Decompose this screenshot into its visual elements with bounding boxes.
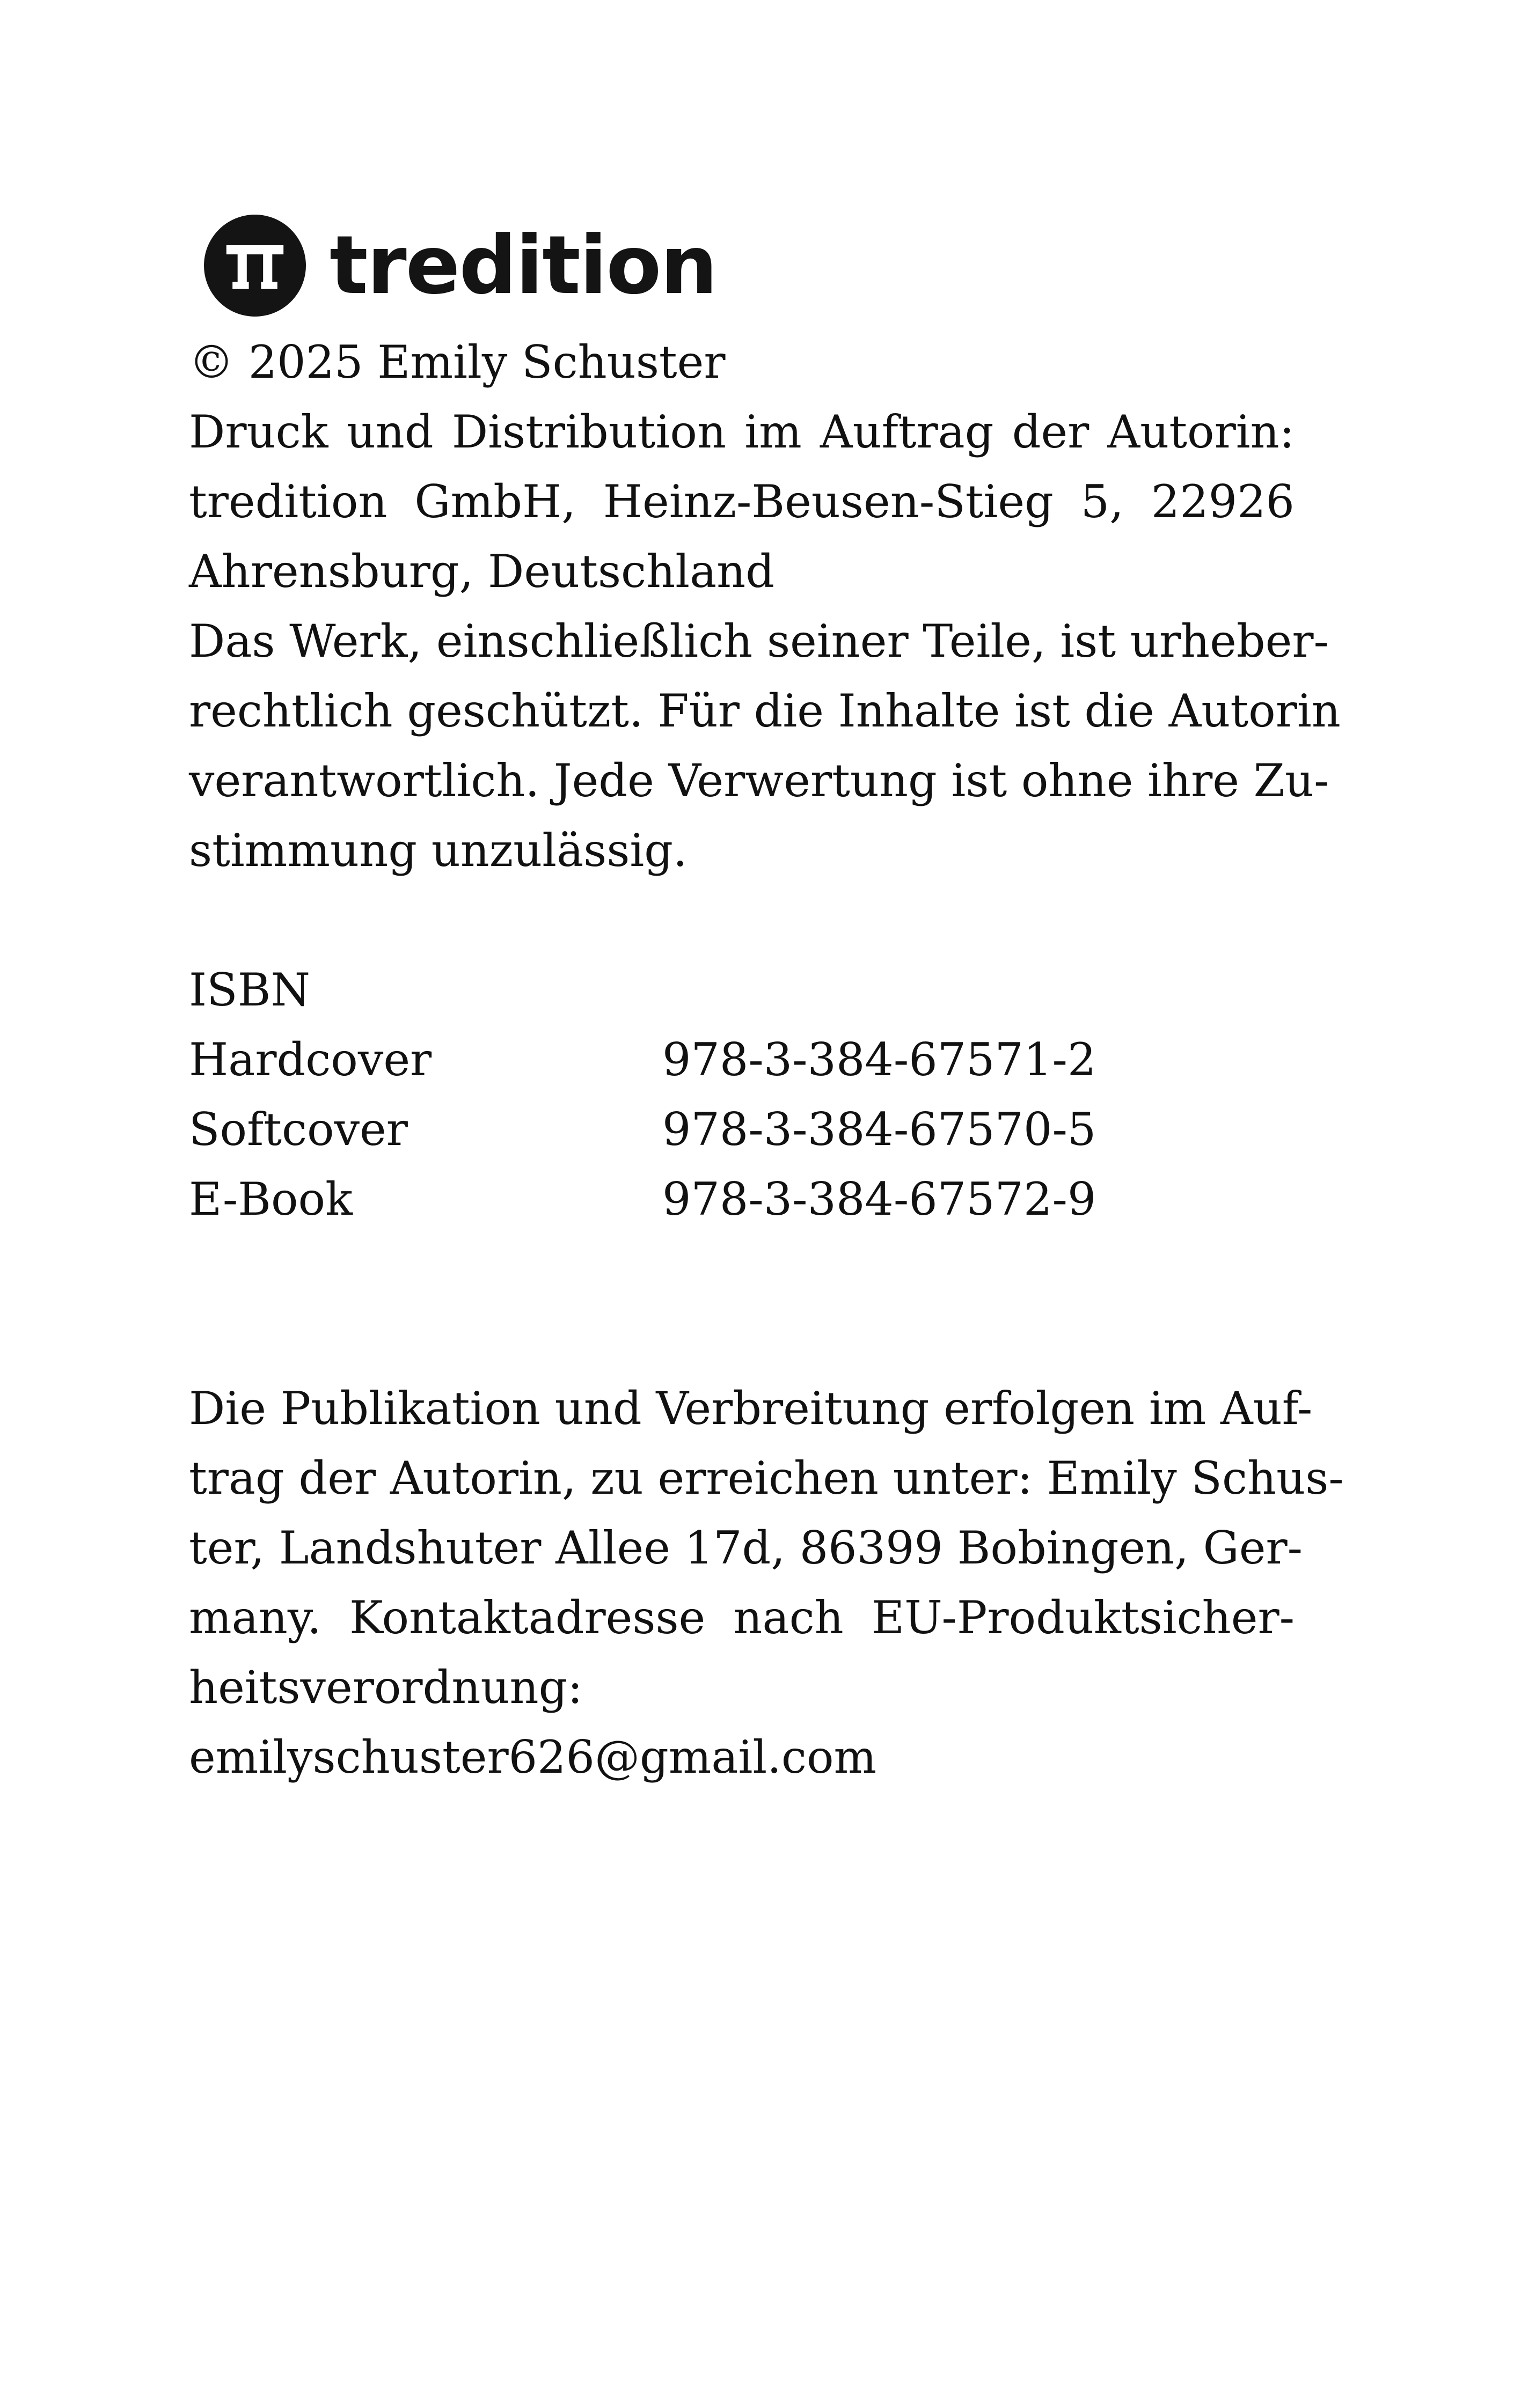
- tredition-logo-icon: [204, 215, 306, 317]
- isbn-label: Hardcover: [189, 1033, 432, 1086]
- isbn-row: [189, 1095, 1295, 1164]
- publication-block: [189, 1374, 1344, 1792]
- isbn-label: E-Book: [189, 1173, 353, 1225]
- isbn-row: [189, 1164, 1295, 1234]
- print-line-1: Druck und Distribution im Auftrag der Autorin:: [189, 406, 1295, 458]
- publication-line-3: ter, Landshuter Allee 17d, 86399 Bobingen, Ger-: [189, 1522, 1303, 1574]
- rights-line-4: stimmung unzulässig.: [189, 824, 688, 877]
- publication-line-1: Die Publikation und Verbreitung erfolgen im Auf-: [189, 1382, 1313, 1435]
- publication-line-4: many. Kontaktadresse nach EU-Produktsicher-: [189, 1591, 1295, 1644]
- rights-line-3: verantwortlich. Jede Verwertung ist ohne ihre Zu-: [189, 754, 1329, 807]
- publisher-logo: [204, 215, 716, 317]
- rights-line-1: Das Werk, einschließlich seiner Teile, ist urheber-: [189, 615, 1329, 667]
- isbn-value: 978-3-384-67571-2: [662, 1033, 1096, 1086]
- publication-line-5: heitsverordnung:: [189, 1661, 583, 1714]
- print-line-2: tredition GmbH, Heinz-Beusen-Stieg 5, 22926: [189, 475, 1295, 528]
- isbn-value: 978-3-384-67570-5: [662, 1103, 1096, 1156]
- publisher-logo-text: tredition: [330, 219, 717, 312]
- imprint-block: [189, 327, 1341, 885]
- isbn-heading: ISBN: [189, 964, 310, 1016]
- print-line-3: Ahrensburg, Deutschland: [189, 545, 775, 598]
- isbn-block: [189, 955, 1295, 1234]
- copyright-line: © 2025 Emily Schuster: [189, 336, 726, 388]
- isbn-label: Softcover: [189, 1103, 408, 1156]
- contact-email[interactable]: emilyschuster626@gmail.com: [189, 1731, 877, 1783]
- publication-line-2: trag der Autorin, zu erreichen unter: Emily Schus-: [189, 1452, 1344, 1504]
- isbn-value: 978-3-384-67572-9: [662, 1173, 1096, 1225]
- rights-line-2: rechtlich geschützt. Für die Inhalte ist die Autorin: [189, 685, 1341, 737]
- isbn-row: [189, 1025, 1295, 1095]
